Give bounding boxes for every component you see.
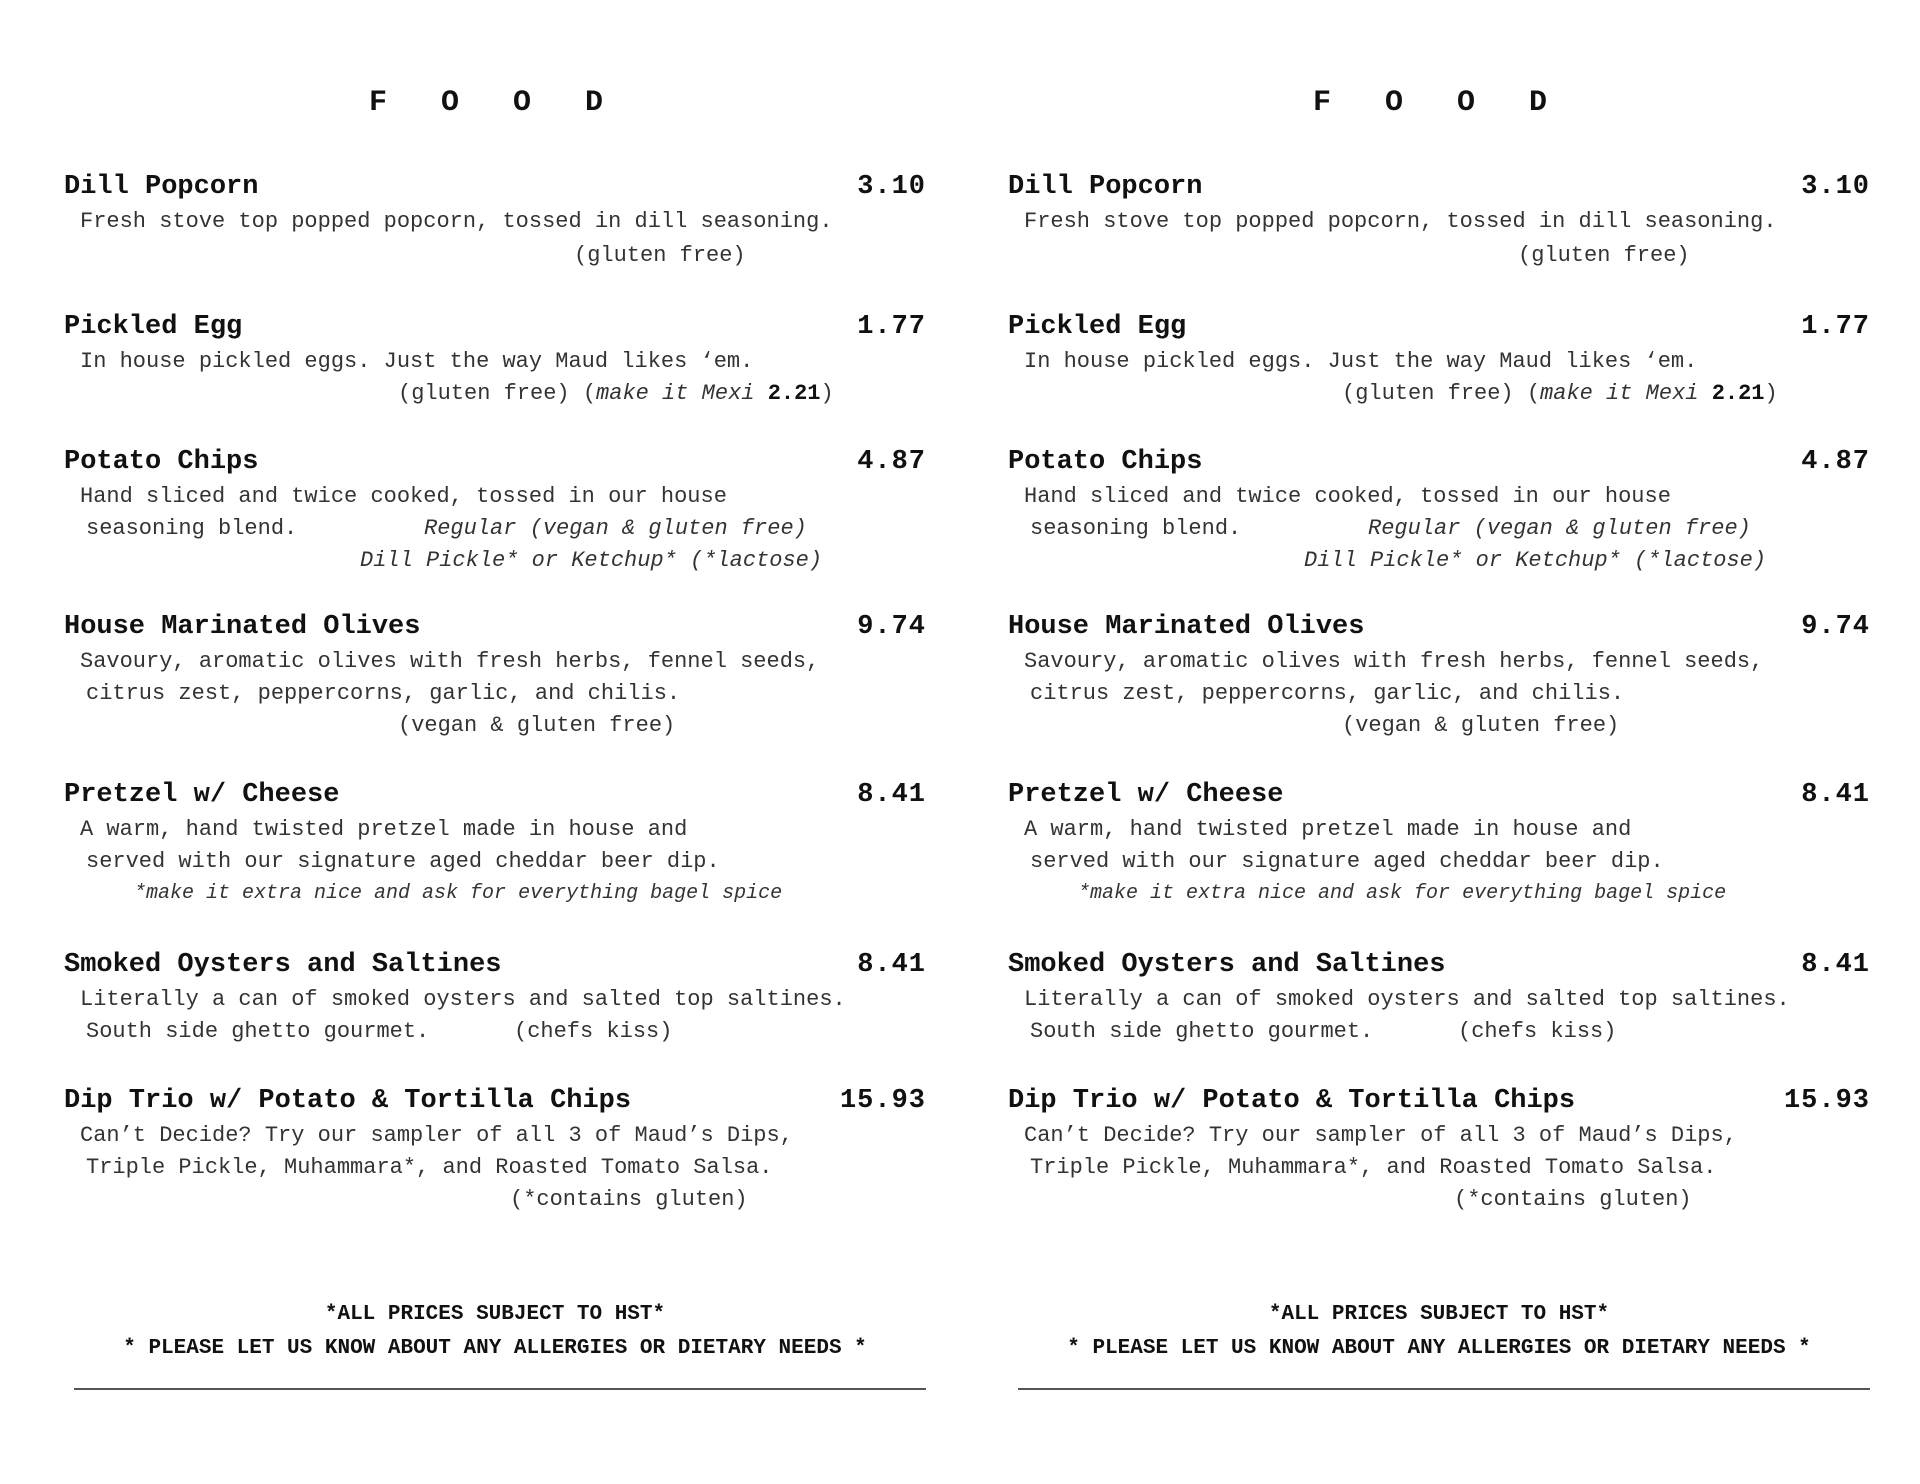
item-name: Pickled Egg bbox=[64, 312, 243, 342]
menu-item-smoked-oysters bbox=[64, 950, 926, 1048]
footer-divider bbox=[74, 1388, 926, 1390]
item-name: Pickled Egg bbox=[1008, 312, 1187, 342]
footer-allergy-note: * PLEASE LET US KNOW ABOUT ANY ALLERGIES OR DIETARY NEEDS * bbox=[1067, 1337, 1811, 1360]
item-note: (vegan & gluten free) bbox=[1342, 713, 1620, 738]
item-note: (gluten free) bbox=[1518, 243, 1690, 268]
item-price: 1.77 bbox=[857, 312, 926, 342]
item-name: Dip Trio w/ Potato & Tortilla Chips bbox=[64, 1086, 632, 1116]
item-note: *make it extra nice and ask for everything bagel spice bbox=[134, 882, 783, 905]
item-description: Literally a can of smoked oysters and salted top saltines. bbox=[1024, 987, 1790, 1012]
item-name: Dip Trio w/ Potato & Tortilla Chips bbox=[1008, 1086, 1576, 1116]
footer-allergy-note: * PLEASE LET US KNOW ABOUT ANY ALLERGIES OR DIETARY NEEDS * bbox=[123, 1337, 867, 1360]
menu-item-potato-chips bbox=[64, 447, 926, 577]
item-note: (gluten free) bbox=[574, 243, 746, 268]
item-description: Can’t Decide? Try our sampler of all 3 of Maud’s Dips, bbox=[80, 1123, 793, 1148]
item-description: seasoning blend. Regular (vegan & gluten free) bbox=[1030, 513, 1870, 545]
item-price: 8.41 bbox=[857, 950, 926, 980]
menu-footer bbox=[64, 1298, 926, 1366]
menu-item-smoked-oysters bbox=[1008, 950, 1870, 1048]
item-description: Fresh stove top popped popcorn, tossed in dill seasoning. bbox=[1024, 209, 1777, 234]
item-description: South side ghetto gourmet. (chefs kiss) bbox=[1030, 1016, 1870, 1048]
item-note: Dill Pickle* or Ketchup* (*lactose) bbox=[360, 548, 823, 573]
item-price: 9.74 bbox=[857, 612, 926, 642]
footer-tax-note: *ALL PRICES SUBJECT TO HST* bbox=[324, 1303, 666, 1326]
item-description: Savoury, aromatic olives with fresh herbs, fennel seeds, bbox=[1024, 649, 1764, 674]
item-description: seasoning blend. Regular (vegan & gluten free) bbox=[86, 513, 926, 545]
item-note: (gluten free) (make it Mexi 2.21) bbox=[398, 381, 834, 406]
item-description: Triple Pickle, Muhammara*, and Roasted Tomato Salsa. bbox=[1030, 1155, 1717, 1180]
item-price: 1.77 bbox=[1801, 312, 1870, 342]
item-note: *make it extra nice and ask for everything bagel spice bbox=[1078, 882, 1727, 905]
menu-item-olives bbox=[64, 612, 926, 742]
menu-item-pretzel bbox=[64, 780, 926, 910]
menu-title: F O O D bbox=[368, 86, 622, 120]
item-note: (chefs kiss) bbox=[1458, 1019, 1617, 1044]
item-name: Dill Popcorn bbox=[1008, 172, 1203, 202]
item-note: (*contains gluten) bbox=[1454, 1187, 1692, 1212]
item-description: A warm, hand twisted pretzel made in house and bbox=[80, 817, 688, 842]
item-note: (chefs kiss) bbox=[514, 1019, 673, 1044]
item-description: served with our signature aged cheddar beer dip. bbox=[1030, 849, 1664, 874]
footer-divider bbox=[1018, 1388, 1870, 1390]
item-note: Regular (vegan & gluten free) bbox=[424, 516, 807, 541]
item-name: Dill Popcorn bbox=[64, 172, 259, 202]
item-description: Hand sliced and twice cooked, tossed in our house bbox=[80, 484, 727, 509]
item-description: served with our signature aged cheddar beer dip. bbox=[86, 849, 720, 874]
item-description: Triple Pickle, Muhammara*, and Roasted Tomato Salsa. bbox=[86, 1155, 773, 1180]
menu-column-right bbox=[1008, 0, 1870, 1484]
item-price: 9.74 bbox=[1801, 612, 1870, 642]
item-price: 8.41 bbox=[1801, 950, 1870, 980]
menu-title: F O O D bbox=[1312, 86, 1566, 120]
item-description: citrus zest, peppercorns, garlic, and chilis. bbox=[86, 681, 681, 706]
item-price: 3.10 bbox=[857, 172, 926, 202]
menu-item-pretzel bbox=[1008, 780, 1870, 910]
item-note: (vegan & gluten free) bbox=[398, 713, 676, 738]
item-name: Smoked Oysters and Saltines bbox=[64, 950, 502, 980]
item-price: 15.93 bbox=[1783, 1086, 1870, 1116]
menu-item-dill-popcorn bbox=[1008, 172, 1870, 272]
item-description: citrus zest, peppercorns, garlic, and chilis. bbox=[1030, 681, 1625, 706]
item-name: Potato Chips bbox=[1008, 447, 1203, 477]
item-description: A warm, hand twisted pretzel made in house and bbox=[1024, 817, 1632, 842]
item-name: Pretzel w/ Cheese bbox=[1008, 780, 1284, 810]
item-price: 3.10 bbox=[1801, 172, 1870, 202]
item-description: Can’t Decide? Try our sampler of all 3 of Maud’s Dips, bbox=[1024, 1123, 1737, 1148]
item-name: Smoked Oysters and Saltines bbox=[1008, 950, 1446, 980]
item-price: 8.41 bbox=[857, 780, 926, 810]
item-name: House Marinated Olives bbox=[1008, 612, 1365, 642]
menu-item-pickled-egg bbox=[64, 312, 926, 410]
item-price: 8.41 bbox=[1801, 780, 1870, 810]
footer-tax-note: *ALL PRICES SUBJECT TO HST* bbox=[1268, 1303, 1610, 1326]
item-name: House Marinated Olives bbox=[64, 612, 421, 642]
menu-item-dip-trio bbox=[1008, 1086, 1870, 1216]
item-description: Hand sliced and twice cooked, tossed in our house bbox=[1024, 484, 1671, 509]
item-description: Savoury, aromatic olives with fresh herbs, fennel seeds, bbox=[80, 649, 820, 674]
item-name: Pretzel w/ Cheese bbox=[64, 780, 340, 810]
menu-item-pickled-egg bbox=[1008, 312, 1870, 410]
item-description: South side ghetto gourmet. (chefs kiss) bbox=[86, 1016, 926, 1048]
item-name: Potato Chips bbox=[64, 447, 259, 477]
item-price: 15.93 bbox=[839, 1086, 926, 1116]
item-price: 4.87 bbox=[1801, 447, 1870, 477]
item-price: 4.87 bbox=[857, 447, 926, 477]
menu-item-dip-trio bbox=[64, 1086, 926, 1216]
item-note: Dill Pickle* or Ketchup* (*lactose) bbox=[1304, 548, 1767, 573]
item-note: Regular (vegan & gluten free) bbox=[1368, 516, 1751, 541]
item-description: Fresh stove top popped popcorn, tossed in dill seasoning. bbox=[80, 209, 833, 234]
item-note: (*contains gluten) bbox=[510, 1187, 748, 1212]
item-description: Literally a can of smoked oysters and salted top saltines. bbox=[80, 987, 846, 1012]
menu-footer bbox=[1008, 1298, 1870, 1366]
item-description: In house pickled eggs. Just the way Maud likes ‘em. bbox=[80, 349, 754, 374]
item-note: (gluten free) (make it Mexi 2.21) bbox=[1342, 381, 1778, 406]
item-description: In house pickled eggs. Just the way Maud likes ‘em. bbox=[1024, 349, 1698, 374]
menu-item-olives bbox=[1008, 612, 1870, 742]
menu-column-left bbox=[64, 0, 926, 1484]
menu-item-potato-chips bbox=[1008, 447, 1870, 577]
menu-item-dill-popcorn bbox=[64, 172, 926, 272]
